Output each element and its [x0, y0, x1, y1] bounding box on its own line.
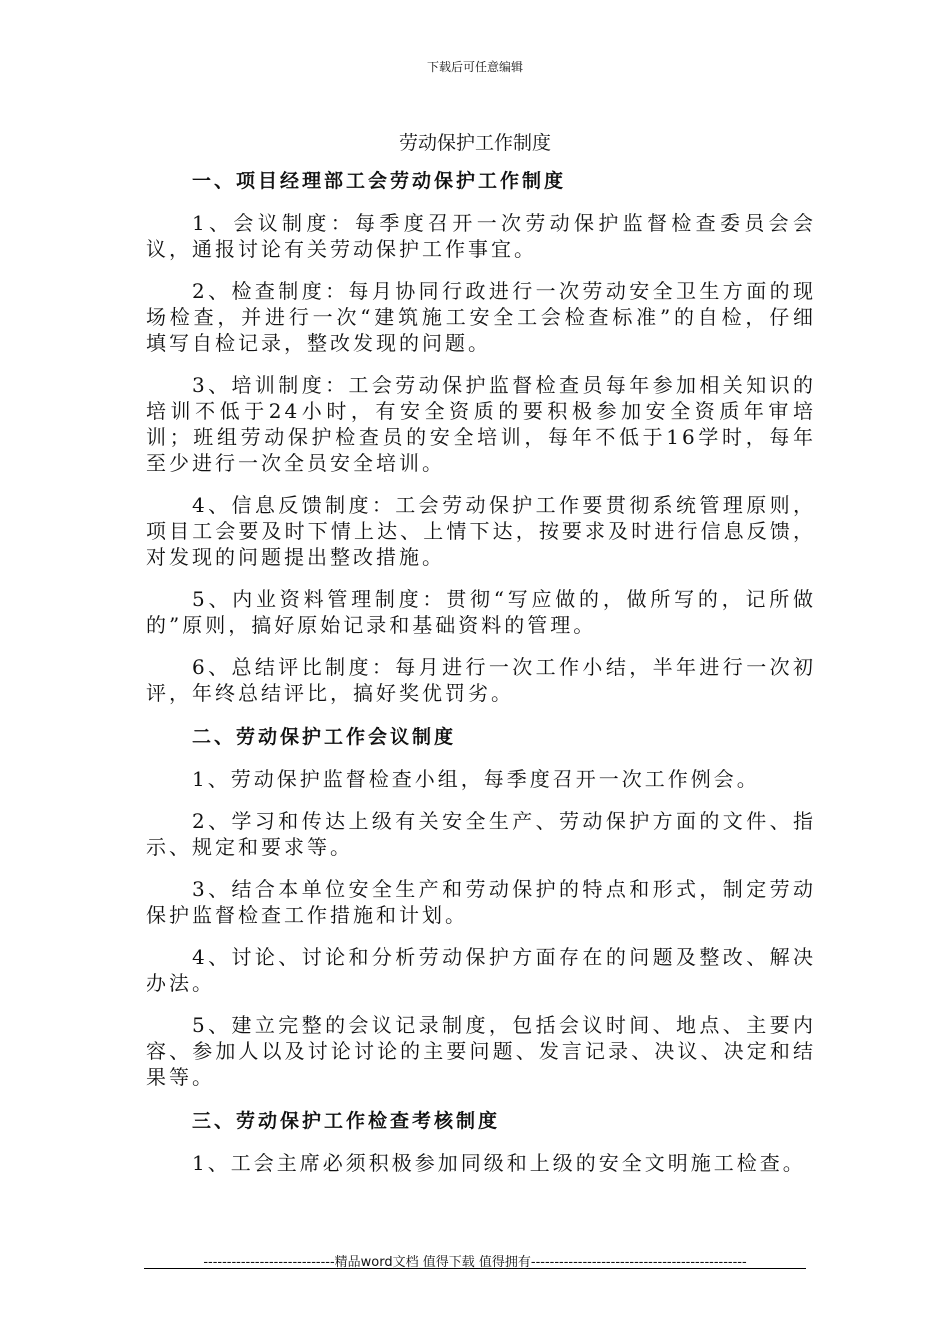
paragraph: 4、讨论、讨论和分析劳动保护方面存在的问题及整改、解决办法。	[146, 945, 816, 995]
section-heading-1: 一、项目经理部工会劳动保护工作制度	[192, 170, 567, 192]
paragraph: 6、总结评比制度：每月进行一次工作小结，半年进行一次初评，年终总结评比，搞好奖优罚劣。	[146, 655, 816, 705]
section-heading-2: 二、劳动保护工作会议制度	[192, 726, 457, 748]
footer-text: ----------------------------精品word文档 值得下载 值得拥有----------------------------------------------	[203, 1255, 747, 1270]
header-note: 下载后可任意编辑	[426, 60, 523, 74]
document-body	[146, 166, 816, 1192]
paragraph: 5、建立完整的会议记录制度，包括会议时间、地点、主要内容、参加人以及讨论讨论的主要问题、发言记录、决议、决定和结果等。	[146, 1013, 816, 1089]
paragraph: 2、检查制度：每月协同行政进行一次劳动安全卫生方面的现场检查，并进行一次“建筑施工安全工会检查标准”的自检，仔细填写自检记录，整改发现的问题。	[146, 279, 816, 355]
paragraph: 1、劳动保护监督检查小组，每季度召开一次工作例会。	[192, 767, 760, 791]
footer-divider	[144, 1268, 806, 1269]
paragraph: 4、信息反馈制度：工会劳动保护工作要贯彻系统管理原则，项目工会要及时下情上达、上情下达，按要求及时进行信息反馈，对发现的问题提出整改措施。	[146, 493, 816, 569]
section-heading-3: 三、劳动保护工作检查考核制度	[192, 1110, 501, 1132]
paragraph: 3、结合本单位安全生产和劳动保护的特点和形式，制定劳动保护监督检查工作措施和计划。	[146, 877, 816, 927]
paragraph: 2、学习和传达上级有关安全生产、劳动保护方面的文件、指示、规定和要求等。	[146, 809, 816, 859]
paragraph: 5、内业资料管理制度：贯彻“写应做的，做所写的，记所做的”原则，搞好原始记录和基础资料的管理。	[146, 587, 816, 637]
paragraph: 1、工会主席必须积极参加同级和上级的安全文明施工检查。	[192, 1151, 806, 1175]
paragraph: 1、会议制度：每季度召开一次劳动保护监督检查委员会会议，通报讨论有关劳动保护工作事宜。	[146, 211, 816, 261]
document-title: 劳动保护工作制度	[398, 132, 551, 154]
paragraph: 3、培训制度：工会劳动保护监督检查员每年参加相关知识的培训不低于24小时，有安全资质的要积极参加安全资质年审培训；班组劳动保护检查员的安全培训，每年不低于16学时，每年至少进行一次全员安全培训。	[146, 373, 816, 475]
